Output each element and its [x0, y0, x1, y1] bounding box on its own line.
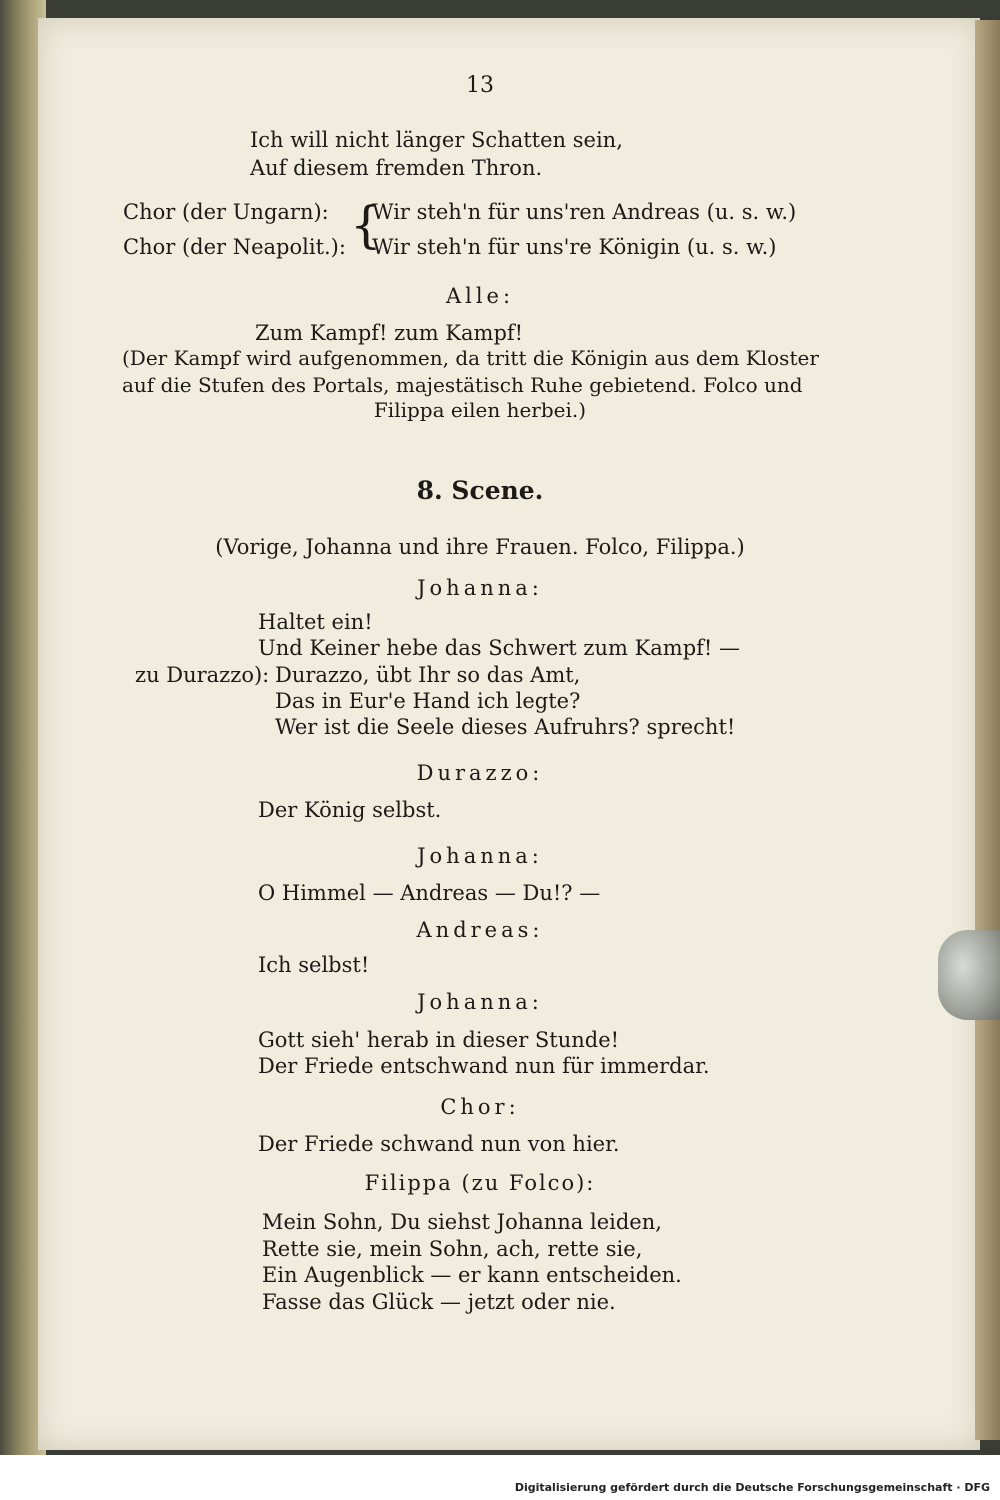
page-number: 13 — [466, 73, 494, 98]
verse-line: Wir steh'n für uns'ren Andreas (u. s. w.) — [372, 200, 797, 224]
speaker-label: Chor (der Ungarn): — [123, 200, 329, 224]
stage-direction: Filippa eilen herbei.) — [373, 398, 587, 422]
verse-line: Fasse das Glück — jetzt oder nie. — [262, 1290, 616, 1314]
dfg-credit: Digitalisierung gefördert durch die Deutsche Forschungsgemeinschaft · DFG — [514, 1481, 990, 1494]
verse-line: Das in Eur'e Hand ich legte? — [275, 689, 581, 713]
speaker-heading: Johanna: — [417, 844, 543, 868]
verse-line: Durazzo, übt Ihr so das Amt, — [275, 663, 581, 687]
aside-label: zu Durazzo): — [135, 663, 270, 687]
verse-line: Auf diesem fremden Thron. — [250, 156, 543, 180]
verse-line: Rette sie, mein Sohn, ach, rette sie, — [262, 1237, 643, 1261]
speaker-heading: Filippa (zu Folco): — [364, 1171, 596, 1195]
verse-line: Ein Augenblick — er kann entscheiden. — [262, 1263, 682, 1287]
page-edge — [975, 20, 1000, 1440]
speaker-heading: Alle: — [445, 284, 515, 308]
stage-direction: (Vorige, Johanna und ihre Frauen. Folco, Filippa.) — [215, 535, 745, 559]
verse-line: Mein Sohn, Du siehst Johanna leiden, — [262, 1210, 662, 1234]
verse-line: Und Keiner hebe das Schwert zum Kampf! — — [258, 636, 741, 660]
verse-line: Zum Kampf! zum Kampf! — [255, 321, 524, 345]
speaker-heading: Johanna: — [417, 990, 543, 1014]
verse-line: Wer ist die Seele dieses Aufruhrs? sprecht! — [275, 715, 736, 739]
speaker-heading: Chor: — [440, 1095, 520, 1119]
stage-direction: auf die Stufen des Portals, majestätisch Ruhe gebietend. Folco und — [122, 373, 803, 397]
verse-line: Der Friede entschwand nun für immerdar. — [258, 1054, 710, 1078]
speaker-label: Chor (der Neapolit.): — [123, 235, 346, 259]
stage-direction: (Der Kampf wird aufgenommen, da tritt die Königin aus dem Kloster — [122, 346, 819, 370]
scene-heading: 8. Scene. — [416, 476, 544, 505]
verse-line: Der Friede schwand nun von hier. — [258, 1132, 620, 1156]
verse-line: O Himmel — Andreas — Du!? — — [258, 881, 601, 905]
speaker-heading: Durazzo: — [416, 761, 544, 785]
verse-line: Ich will nicht länger Schatten sein, — [250, 128, 623, 152]
verse-line: Ich selbst! — [258, 953, 370, 977]
verse-line: Gott sieh' herab in dieser Stunde! — [258, 1028, 620, 1052]
speaker-heading: Johanna: — [417, 576, 543, 600]
verse-line: Haltet ein! — [258, 610, 373, 634]
color-tab — [938, 930, 1000, 1020]
brace: { — [350, 196, 382, 254]
verse-line: Der König selbst. — [258, 798, 442, 822]
verse-line: Wir steh'n für uns're Königin (u. s. w.) — [372, 235, 777, 259]
speaker-heading: Andreas: — [416, 918, 544, 942]
